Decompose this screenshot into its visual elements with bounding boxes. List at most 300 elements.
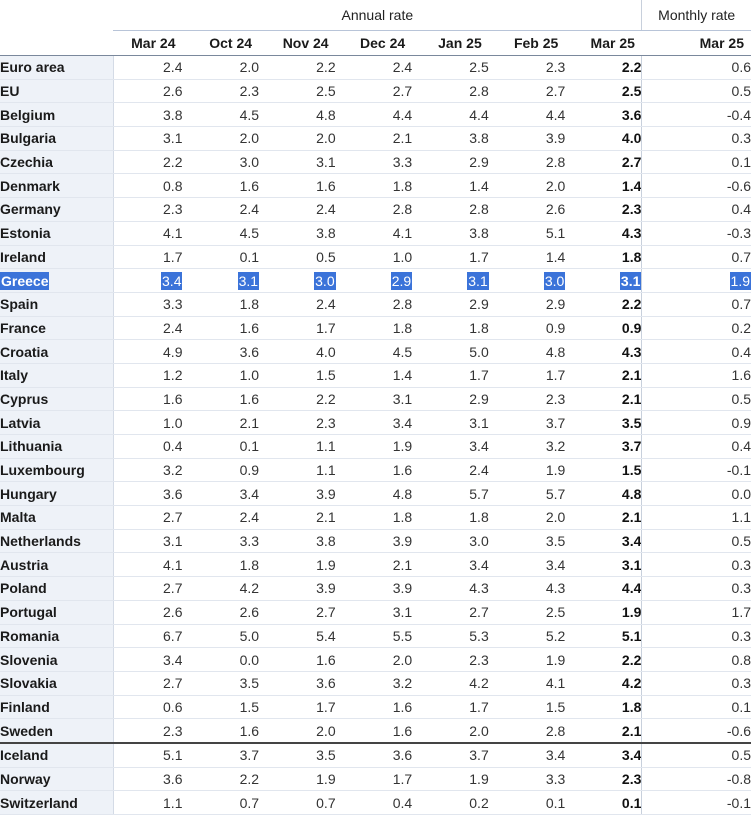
annual-rate-cell: 4.1 bbox=[489, 671, 566, 695]
annual-rate-cell: 3.4 bbox=[182, 482, 259, 506]
annual-rate-group-header: Annual rate bbox=[113, 0, 642, 31]
annual-rate-cell: 2.1 bbox=[565, 363, 642, 387]
annual-rate-cell: 2.3 bbox=[489, 56, 566, 80]
annual-rate-cell: 3.4 bbox=[336, 411, 413, 435]
annual-rate-cell: 3.4 bbox=[489, 553, 566, 577]
annual-rate-cell: 3.4 bbox=[412, 553, 489, 577]
annual-rate-cell: 0.2 bbox=[412, 791, 489, 815]
annual-rate-cell: 1.6 bbox=[182, 174, 259, 198]
annual-rate-cell: 2.0 bbox=[182, 56, 259, 80]
monthly-rate-cell: 0.4 bbox=[642, 198, 751, 222]
annual-rate-cell: 2.8 bbox=[412, 79, 489, 103]
period-header-row bbox=[0, 31, 751, 56]
annual-rate-cell: 2.8 bbox=[489, 719, 566, 743]
annual-rate-cell: 3.9 bbox=[336, 577, 413, 601]
annual-rate-cell: 1.9 bbox=[259, 767, 336, 791]
annual-rate-cell bbox=[565, 269, 642, 293]
annual-rate-cell: 2.0 bbox=[489, 506, 566, 530]
annual-rate-cell: 0.6 bbox=[113, 695, 182, 719]
annual-rate-cell: 3.9 bbox=[489, 127, 566, 151]
annual-rate-cell: 4.3 bbox=[412, 577, 489, 601]
annual-rate-cell: 1.0 bbox=[336, 245, 413, 269]
table-row[interactable] bbox=[0, 316, 751, 340]
period-header-annual: Mar 24 bbox=[113, 31, 182, 56]
table-row[interactable] bbox=[0, 482, 751, 506]
table-row[interactable] bbox=[0, 245, 751, 269]
annual-rate-cell: 3.1 bbox=[565, 553, 642, 577]
table-row[interactable] bbox=[0, 150, 751, 174]
annual-rate-cell: 2.5 bbox=[565, 79, 642, 103]
annual-rate-cell: 2.8 bbox=[336, 292, 413, 316]
annual-rate-cell: 1.8 bbox=[182, 553, 259, 577]
annual-rate-cell: 3.3 bbox=[113, 292, 182, 316]
annual-rate-cell: 4.1 bbox=[113, 553, 182, 577]
country-cell: EU bbox=[0, 79, 113, 103]
annual-rate-cell: 2.3 bbox=[113, 198, 182, 222]
annual-rate-cell: 0.9 bbox=[489, 316, 566, 340]
annual-rate-cell: 3.9 bbox=[259, 577, 336, 601]
annual-rate-cell: 1.5 bbox=[489, 695, 566, 719]
annual-rate-cell: 4.1 bbox=[113, 221, 182, 245]
country-cell: Croatia bbox=[0, 340, 113, 364]
annual-rate-cell: 3.0 bbox=[182, 150, 259, 174]
period-header-annual: Jan 25 bbox=[412, 31, 489, 56]
annual-rate-cell: 6.7 bbox=[113, 624, 182, 648]
table-row[interactable] bbox=[0, 458, 751, 482]
annual-rate-cell: 4.4 bbox=[489, 103, 566, 127]
annual-rate-cell: 2.3 bbox=[113, 719, 182, 743]
monthly-rate-cell: 0.3 bbox=[642, 671, 751, 695]
table-row[interactable] bbox=[0, 340, 751, 364]
country-cell: Slovenia bbox=[0, 648, 113, 672]
annual-rate-cell: 2.1 bbox=[565, 506, 642, 530]
annual-rate-cell: 2.7 bbox=[113, 577, 182, 601]
country-cell: Germany bbox=[0, 198, 113, 222]
country-cell: Cyprus bbox=[0, 387, 113, 411]
table-row[interactable] bbox=[0, 174, 751, 198]
annual-rate-cell: 3.6 bbox=[113, 767, 182, 791]
table-row[interactable] bbox=[0, 127, 751, 151]
monthly-rate-cell: -0.6 bbox=[642, 719, 751, 743]
country-cell: Sweden bbox=[0, 719, 113, 743]
annual-rate-cell: 3.1 bbox=[113, 529, 182, 553]
annual-rate-cell: 4.0 bbox=[259, 340, 336, 364]
table-body bbox=[0, 56, 751, 815]
table-row[interactable] bbox=[0, 600, 751, 624]
annual-rate-cell: 3.1 bbox=[113, 127, 182, 151]
annual-rate-cell: 0.1 bbox=[182, 245, 259, 269]
table-row[interactable] bbox=[0, 363, 751, 387]
annual-rate-cell: 2.7 bbox=[336, 79, 413, 103]
annual-rate-cell: 4.5 bbox=[182, 103, 259, 127]
table-row[interactable] bbox=[0, 411, 751, 435]
annual-rate-cell: 4.2 bbox=[182, 577, 259, 601]
table-row[interactable] bbox=[0, 719, 751, 743]
annual-rate-cell-text: 3.1 bbox=[238, 272, 259, 289]
annual-rate-cell: 2.2 bbox=[565, 648, 642, 672]
annual-rate-cell: 2.1 bbox=[336, 553, 413, 577]
country-cell: Euro area bbox=[0, 56, 113, 80]
table-row[interactable] bbox=[0, 387, 751, 411]
annual-rate-cell: 2.4 bbox=[113, 316, 182, 340]
annual-rate-cell: 4.3 bbox=[565, 221, 642, 245]
annual-rate-cell: 1.6 bbox=[336, 719, 413, 743]
country-cell: Hungary bbox=[0, 482, 113, 506]
annual-rate-cell: 0.8 bbox=[113, 174, 182, 198]
annual-rate-cell: 2.4 bbox=[259, 198, 336, 222]
country-cell: Norway bbox=[0, 767, 113, 791]
annual-rate-cell: 1.6 bbox=[336, 695, 413, 719]
annual-rate-cell: 2.7 bbox=[489, 79, 566, 103]
period-header-monthly: Mar 25 bbox=[642, 31, 751, 56]
annual-rate-cell: 1.8 bbox=[412, 506, 489, 530]
annual-rate-cell: 2.1 bbox=[259, 506, 336, 530]
annual-rate-cell: 1.9 bbox=[565, 600, 642, 624]
country-cell: Belgium bbox=[0, 103, 113, 127]
annual-rate-cell: 2.4 bbox=[259, 292, 336, 316]
annual-rate-cell: 3.2 bbox=[113, 458, 182, 482]
annual-rate-cell: 2.7 bbox=[565, 150, 642, 174]
table-row[interactable] bbox=[0, 624, 751, 648]
annual-rate-cell: 1.1 bbox=[113, 791, 182, 815]
monthly-rate-cell: 0.7 bbox=[642, 292, 751, 316]
monthly-rate-cell: 1.6 bbox=[642, 363, 751, 387]
annual-rate-cell: 2.3 bbox=[489, 387, 566, 411]
annual-rate-cell: 1.6 bbox=[259, 648, 336, 672]
annual-rate-cell: 2.1 bbox=[565, 719, 642, 743]
country-cell: Latvia bbox=[0, 411, 113, 435]
annual-rate-cell: 1.4 bbox=[565, 174, 642, 198]
annual-rate-cell: 1.8 bbox=[565, 695, 642, 719]
annual-rate-cell: 4.9 bbox=[113, 340, 182, 364]
country-cell: Austria bbox=[0, 553, 113, 577]
annual-rate-cell: 3.7 bbox=[182, 743, 259, 767]
annual-rate-cell bbox=[259, 269, 336, 293]
annual-rate-cell: 1.7 bbox=[259, 695, 336, 719]
monthly-rate-cell: 0.8 bbox=[642, 648, 751, 672]
annual-rate-cell: 1.8 bbox=[336, 174, 413, 198]
annual-rate-cell: 2.9 bbox=[489, 292, 566, 316]
monthly-rate-cell: 0.1 bbox=[642, 150, 751, 174]
annual-rate-cell: 2.2 bbox=[565, 56, 642, 80]
monthly-rate-group-header: Monthly rate bbox=[642, 0, 751, 31]
annual-rate-cell: 3.7 bbox=[412, 743, 489, 767]
table-row[interactable] bbox=[0, 79, 751, 103]
country-cell: Poland bbox=[0, 577, 113, 601]
annual-rate-cell: 1.4 bbox=[489, 245, 566, 269]
annual-rate-cell: 1.6 bbox=[182, 316, 259, 340]
annual-rate-cell: 4.2 bbox=[565, 671, 642, 695]
annual-rate-cell: 2.0 bbox=[182, 127, 259, 151]
annual-rate-cell: 0.1 bbox=[565, 791, 642, 815]
annual-rate-cell: 0.5 bbox=[259, 245, 336, 269]
annual-rate-cell bbox=[489, 269, 566, 293]
annual-rate-cell: 2.7 bbox=[259, 600, 336, 624]
period-header-annual: Feb 25 bbox=[489, 31, 566, 56]
annual-rate-cell-text: 3.4 bbox=[162, 272, 182, 289]
annual-rate-cell: 2.2 bbox=[259, 56, 336, 80]
header-corner-blank bbox=[0, 0, 113, 31]
annual-rate-cell: 1.9 bbox=[489, 458, 566, 482]
annual-rate-cell: 1.8 bbox=[182, 292, 259, 316]
country-cell: Netherlands bbox=[0, 529, 113, 553]
annual-rate-cell: 3.6 bbox=[565, 103, 642, 127]
country-cell: Luxembourg bbox=[0, 458, 113, 482]
annual-rate-cell: 0.4 bbox=[336, 791, 413, 815]
table-row[interactable] bbox=[0, 56, 751, 80]
annual-rate-cell bbox=[182, 269, 259, 293]
monthly-rate-cell: -0.8 bbox=[642, 767, 751, 791]
annual-rate-cell: 5.0 bbox=[412, 340, 489, 364]
annual-rate-cell: 2.1 bbox=[182, 411, 259, 435]
annual-rate-cell: 3.8 bbox=[412, 127, 489, 151]
annual-rate-cell: 2.3 bbox=[259, 411, 336, 435]
annual-rate-cell: 1.1 bbox=[259, 458, 336, 482]
country-cell: Romania bbox=[0, 624, 113, 648]
table-row[interactable] bbox=[0, 767, 751, 791]
annual-rate-cell: 2.3 bbox=[565, 198, 642, 222]
annual-rate-cell: 0.9 bbox=[182, 458, 259, 482]
annual-rate-cell-text: 2.9 bbox=[391, 272, 412, 289]
period-header-annual: Mar 25 bbox=[565, 31, 642, 56]
annual-rate-cell: 3.5 bbox=[565, 411, 642, 435]
monthly-rate-cell: 0.4 bbox=[642, 435, 751, 459]
annual-rate-cell: 5.5 bbox=[336, 624, 413, 648]
monthly-rate-cell: 0.4 bbox=[642, 340, 751, 364]
annual-rate-cell: 2.8 bbox=[412, 198, 489, 222]
country-cell-text: Greece bbox=[1, 272, 49, 289]
annual-rate-cell: 0.7 bbox=[182, 791, 259, 815]
annual-rate-cell: 2.4 bbox=[412, 458, 489, 482]
annual-rate-cell: 3.8 bbox=[412, 221, 489, 245]
table-row[interactable] bbox=[0, 648, 751, 672]
monthly-rate-cell: 0.2 bbox=[642, 316, 751, 340]
monthly-rate-cell: 0.6 bbox=[642, 56, 751, 80]
annual-rate-cell bbox=[412, 269, 489, 293]
period-header-annual: Nov 24 bbox=[259, 31, 336, 56]
annual-rate-cell: 1.8 bbox=[412, 316, 489, 340]
annual-rate-cell: 1.1 bbox=[259, 435, 336, 459]
annual-rate-cell: 5.4 bbox=[259, 624, 336, 648]
annual-rate-cell: 2.2 bbox=[565, 292, 642, 316]
annual-rate-cell: 3.9 bbox=[259, 482, 336, 506]
table-row[interactable] bbox=[0, 553, 751, 577]
annual-rate-cell: 1.9 bbox=[489, 648, 566, 672]
annual-rate-cell: 2.8 bbox=[336, 198, 413, 222]
annual-rate-cell: 4.1 bbox=[336, 221, 413, 245]
annual-rate-cell: 3.9 bbox=[336, 529, 413, 553]
table-row[interactable] bbox=[0, 198, 751, 222]
monthly-rate-cell: 1.7 bbox=[642, 600, 751, 624]
annual-rate-cell: 2.0 bbox=[336, 648, 413, 672]
annual-rate-cell: 1.4 bbox=[336, 363, 413, 387]
country-column-header bbox=[0, 31, 113, 56]
annual-rate-cell: 1.5 bbox=[565, 458, 642, 482]
country-cell: France bbox=[0, 316, 113, 340]
annual-rate-cell: 4.4 bbox=[565, 577, 642, 601]
table-row[interactable] bbox=[0, 269, 751, 293]
annual-rate-cell: 3.6 bbox=[113, 482, 182, 506]
table-row[interactable] bbox=[0, 577, 751, 601]
monthly-rate-cell: 0.3 bbox=[642, 624, 751, 648]
monthly-rate-cell: 0.0 bbox=[642, 482, 751, 506]
annual-rate-cell: 3.6 bbox=[259, 671, 336, 695]
annual-rate-cell: 5.1 bbox=[489, 221, 566, 245]
country-cell: Malta bbox=[0, 506, 113, 530]
annual-rate-cell-text: 3.1 bbox=[620, 272, 641, 289]
monthly-rate-cell: 0.9 bbox=[642, 411, 751, 435]
country-cell: Czechia bbox=[0, 150, 113, 174]
annual-rate-cell: 1.0 bbox=[182, 363, 259, 387]
annual-rate-cell: 1.9 bbox=[336, 435, 413, 459]
annual-rate-cell: 2.3 bbox=[182, 79, 259, 103]
annual-rate-cell: 2.1 bbox=[336, 127, 413, 151]
table-row[interactable] bbox=[0, 506, 751, 530]
country-cell: Lithuania bbox=[0, 435, 113, 459]
annual-rate-cell: 1.8 bbox=[336, 316, 413, 340]
annual-rate-cell: 3.1 bbox=[336, 600, 413, 624]
annual-rate-cell: 3.5 bbox=[489, 529, 566, 553]
annual-rate-cell: 3.4 bbox=[565, 743, 642, 767]
monthly-rate-cell: 0.1 bbox=[642, 695, 751, 719]
table-row[interactable] bbox=[0, 292, 751, 316]
table-row[interactable] bbox=[0, 743, 751, 767]
annual-rate-cell: 3.1 bbox=[259, 150, 336, 174]
annual-rate-cell: 2.3 bbox=[565, 767, 642, 791]
annual-rate-cell: 3.1 bbox=[336, 387, 413, 411]
monthly-rate-cell: 0.5 bbox=[642, 79, 751, 103]
monthly-rate-cell: 0.7 bbox=[642, 245, 751, 269]
annual-rate-cell: 2.6 bbox=[182, 600, 259, 624]
monthly-rate-cell: 0.5 bbox=[642, 743, 751, 767]
country-cell bbox=[0, 269, 113, 293]
table-row[interactable] bbox=[0, 221, 751, 245]
annual-rate-cell: 0.7 bbox=[259, 791, 336, 815]
annual-rate-cell: 0.0 bbox=[182, 648, 259, 672]
annual-rate-cell: 4.4 bbox=[412, 103, 489, 127]
annual-rate-cell: 1.5 bbox=[182, 695, 259, 719]
period-header-annual: Dec 24 bbox=[336, 31, 413, 56]
annual-rate-cell: 0.1 bbox=[489, 791, 566, 815]
annual-rate-cell bbox=[113, 269, 182, 293]
annual-rate-cell: 1.0 bbox=[113, 411, 182, 435]
annual-rate-cell: 5.0 bbox=[182, 624, 259, 648]
monthly-rate-cell: -0.1 bbox=[642, 458, 751, 482]
annual-rate-cell: 2.4 bbox=[182, 198, 259, 222]
country-cell: Slovakia bbox=[0, 671, 113, 695]
country-cell: Spain bbox=[0, 292, 113, 316]
monthly-rate-cell: -0.4 bbox=[642, 103, 751, 127]
annual-rate-cell: 4.0 bbox=[565, 127, 642, 151]
annual-rate-cell: 2.3 bbox=[412, 648, 489, 672]
annual-rate-cell: 3.4 bbox=[113, 648, 182, 672]
table-row[interactable] bbox=[0, 103, 751, 127]
monthly-rate-cell: 0.5 bbox=[642, 387, 751, 411]
country-cell: Iceland bbox=[0, 743, 113, 767]
annual-rate-cell: 3.4 bbox=[412, 435, 489, 459]
country-cell: Portugal bbox=[0, 600, 113, 624]
annual-rate-cell: 4.5 bbox=[182, 221, 259, 245]
table-row[interactable] bbox=[0, 791, 751, 815]
annual-rate-cell: 3.6 bbox=[182, 340, 259, 364]
annual-rate-cell: 4.3 bbox=[565, 340, 642, 364]
annual-rate-cell: 3.3 bbox=[489, 767, 566, 791]
annual-rate-cell: 3.3 bbox=[336, 150, 413, 174]
annual-rate-cell: 2.9 bbox=[412, 292, 489, 316]
annual-rate-cell: 1.8 bbox=[565, 245, 642, 269]
annual-rate-cell: 3.0 bbox=[412, 529, 489, 553]
annual-rate-cell bbox=[336, 269, 413, 293]
annual-rate-cell: 2.0 bbox=[259, 127, 336, 151]
country-cell: Italy bbox=[0, 363, 113, 387]
annual-rate-cell: 2.0 bbox=[259, 719, 336, 743]
monthly-rate-cell: 0.3 bbox=[642, 577, 751, 601]
annual-rate-cell-text: 3.1 bbox=[468, 272, 488, 289]
annual-rate-cell: 4.2 bbox=[412, 671, 489, 695]
annual-rate-cell: 4.8 bbox=[565, 482, 642, 506]
annual-rate-cell: 1.8 bbox=[336, 506, 413, 530]
annual-rate-cell: 3.7 bbox=[489, 411, 566, 435]
table-row[interactable] bbox=[0, 529, 751, 553]
annual-rate-cell: 2.6 bbox=[113, 79, 182, 103]
annual-rate-cell: 1.7 bbox=[113, 245, 182, 269]
country-cell: Denmark bbox=[0, 174, 113, 198]
annual-rate-cell: 5.7 bbox=[489, 482, 566, 506]
annual-rate-cell: 2.7 bbox=[113, 671, 182, 695]
annual-rate-cell: 4.8 bbox=[336, 482, 413, 506]
annual-rate-cell: 3.3 bbox=[182, 529, 259, 553]
annual-rate-cell: 5.2 bbox=[489, 624, 566, 648]
annual-rate-cell: 5.1 bbox=[113, 743, 182, 767]
annual-rate-cell: 3.1 bbox=[412, 411, 489, 435]
annual-rate-cell: 2.2 bbox=[113, 150, 182, 174]
table-row[interactable] bbox=[0, 435, 751, 459]
country-cell: Estonia bbox=[0, 221, 113, 245]
annual-rate-cell: 1.7 bbox=[489, 363, 566, 387]
annual-rate-cell: 1.6 bbox=[182, 387, 259, 411]
annual-rate-cell: 1.7 bbox=[412, 245, 489, 269]
annual-rate-cell: 2.4 bbox=[113, 56, 182, 80]
annual-rate-cell: 3.4 bbox=[489, 743, 566, 767]
annual-rate-cell: 2.0 bbox=[412, 719, 489, 743]
annual-rate-cell: 3.2 bbox=[489, 435, 566, 459]
annual-rate-cell: 2.8 bbox=[489, 150, 566, 174]
annual-rate-cell: 3.5 bbox=[182, 671, 259, 695]
annual-rate-cell: 5.7 bbox=[412, 482, 489, 506]
annual-rate-cell: 3.7 bbox=[565, 435, 642, 459]
table-header bbox=[0, 0, 751, 56]
table-row[interactable] bbox=[0, 671, 751, 695]
annual-rate-cell: 0.9 bbox=[565, 316, 642, 340]
annual-rate-cell: 3.8 bbox=[259, 221, 336, 245]
annual-rate-cell: 2.9 bbox=[412, 387, 489, 411]
country-cell: Switzerland bbox=[0, 791, 113, 815]
monthly-rate-cell bbox=[642, 269, 751, 293]
annual-rate-cell: 2.4 bbox=[182, 506, 259, 530]
annual-rate-cell: 2.5 bbox=[259, 79, 336, 103]
annual-rate-cell: 1.2 bbox=[113, 363, 182, 387]
annual-rate-cell: 5.3 bbox=[412, 624, 489, 648]
annual-rate-cell: 2.6 bbox=[113, 600, 182, 624]
annual-rate-cell: 3.8 bbox=[113, 103, 182, 127]
annual-rate-cell: 0.4 bbox=[113, 435, 182, 459]
column-group-row bbox=[0, 0, 751, 31]
monthly-rate-cell: -0.6 bbox=[642, 174, 751, 198]
annual-rate-cell: 1.4 bbox=[412, 174, 489, 198]
annual-rate-cell: 2.4 bbox=[336, 56, 413, 80]
annual-rate-cell: 1.5 bbox=[259, 363, 336, 387]
table-row[interactable] bbox=[0, 695, 751, 719]
